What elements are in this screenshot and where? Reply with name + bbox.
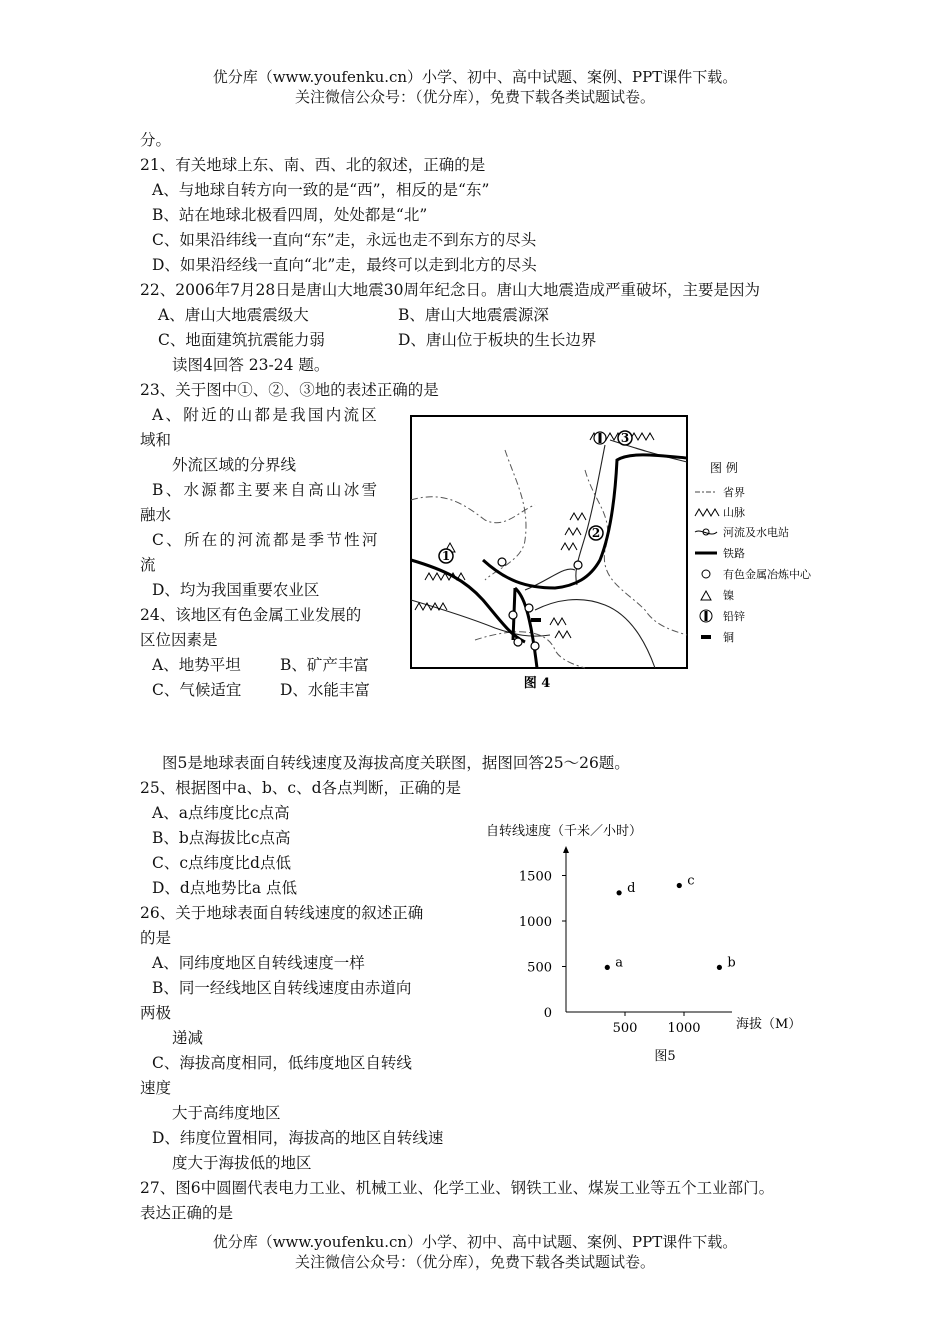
map-legend [695, 460, 812, 644]
y-tick-label: 1500 [518, 869, 552, 885]
legend-label-railway: 铁路 [723, 547, 745, 560]
point-label-b: b [727, 955, 736, 971]
smelting-center-marker [531, 642, 539, 650]
q25-option-b: B、b点海拔比c点高 [152, 829, 291, 847]
q24-option-c: C、气候适宜 [152, 681, 242, 699]
legend-label-lead-zinc: 铅锌 [723, 610, 745, 623]
legend-smelting-icon [702, 570, 710, 578]
figure-4-caption: 图 4 [523, 676, 551, 691]
chart-y-label: 自转线速度（千米／小时） [486, 824, 643, 839]
q23-option-a-cont2: 外流区域的分界线 [172, 456, 297, 474]
q26-option-b-cont2: 递减 [172, 1029, 204, 1047]
q26-option-a: A、同纬度地区自转线速度一样 [152, 954, 365, 972]
q25-option-c: C、c点纬度比d点低 [152, 854, 291, 872]
q26-option-c-cont: 速度 [140, 1079, 172, 1097]
location-marker-2-label: 2 [591, 526, 601, 540]
q22-stem: 22、2006年7月28日是唐山大地震30周年纪念日。唐山大地震造成严重破坏，主要是因为 [140, 281, 760, 299]
legend-hydropower-icon [695, 529, 717, 535]
header-line-1: 优分库（www.youfenku.cn）小学、初中、高中试题、案例、PPT课件下载。 [212, 68, 738, 86]
point-a [605, 965, 610, 970]
smelting-center-marker [498, 558, 506, 566]
q21-option-c: C、如果沿纬线一直向“东”走，永远也走不到东方的尽头 [152, 231, 537, 249]
smelting-center-marker [514, 638, 522, 646]
header-line-2: 关注微信公众号：（优分库），免费下载各类试题试卷。 [294, 88, 655, 106]
q26-option-c: C、海拔高度相同，低纬度地区自转线 [152, 1054, 412, 1072]
legend-label-river: 河流及水电站 [723, 526, 789, 539]
q23-stem: 23、关于图中①、②、③地的表述正确的是 [140, 381, 439, 399]
copper-icon [531, 618, 541, 622]
legend-label-nickel: 镍 [723, 589, 734, 602]
q25-option-d: D、d点地势比a 点低 [152, 879, 298, 897]
fig5-intro: 图5是地球表面自转线速度及海拔高度关联图，据图回答25～26题。 [162, 754, 630, 772]
q23-option-b-cont: 融水 [140, 506, 172, 524]
q21-option-a: A、与地球自转方向一致的是“西”，相反的是“东” [152, 181, 490, 199]
point-label-c: c [687, 873, 695, 889]
q24-stem: 24、该地区有色金属工业发展的 [140, 606, 362, 624]
chart-caption: 图5 [654, 1049, 676, 1064]
footer-line-1: 优分库（www.youfenku.cn）小学、初中、高中试题、案例、PPT课件下载。 [212, 1233, 738, 1251]
location-marker-3-label: 3 [620, 431, 630, 445]
figure-5-chart [480, 815, 810, 1075]
q24-option-b: B、矿产丰富 [280, 656, 369, 674]
lead-zinc-icon [594, 432, 606, 444]
y-tick-label: 0 [543, 1006, 552, 1021]
q23-option-d: D、均为我国重要农业区 [152, 581, 320, 599]
legend-label-mountain: 山脉 [723, 506, 745, 519]
legend-copper-icon [701, 635, 711, 639]
q23-option-c: C、所在的河流都是季节性河 [152, 531, 380, 549]
q26-option-d: D、纬度位置相同，海拔高的地区自转线速 [152, 1129, 444, 1147]
q27-stem-cont: 表达正确的是 [140, 1204, 234, 1222]
q26-option-b-cont: 两极 [140, 1004, 172, 1022]
q23-option-b: B、水源都主要来自高山冰雪 [152, 481, 380, 499]
q25-option-a: A、a点纬度比c点高 [152, 804, 290, 822]
y-tick-label: 500 [527, 960, 552, 976]
q21-option-d: D、如果沿经线一直向“北”走，最终可以走到北方的尽头 [152, 256, 537, 274]
smelting-center-marker [574, 561, 582, 569]
x-tick-label: 1000 [667, 1021, 701, 1036]
point-c [677, 883, 682, 888]
q26-stem-cont: 的是 [140, 929, 172, 947]
q23-option-c-cont: 流 [140, 556, 156, 574]
q21-option-b: B、站在地球北极看四周，处处都是“北” [152, 206, 428, 224]
q26-option-c-cont2: 大于高纬度地区 [172, 1104, 281, 1122]
q24-option-a: A、地势平坦 [152, 656, 241, 674]
q22-option-d: D、唐山位于板块的生长边界 [398, 331, 597, 349]
q26-option-d-cont: 度大于海拔低的地区 [172, 1154, 312, 1172]
q22-option-c: C、地面建筑抗震能力弱 [158, 331, 325, 349]
q23-option-a: A、附近的山都是我国内流区 [152, 406, 380, 424]
footer-line-2: 关注微信公众号：（优分库），免费下载各类试题试卷。 [294, 1253, 655, 1271]
prev-tail: 分。 [140, 131, 172, 149]
legend-label-province: 省界 [723, 486, 745, 499]
q21-stem: 21、有关地球上东、南、西、北的叙述，正确的是 [140, 156, 486, 174]
point-d [617, 890, 622, 895]
q26-stem: 26、关于地球表面自转线速度的叙述正确 [140, 904, 424, 922]
chart-y-axis-arrow [563, 846, 569, 853]
q26-option-b: B、同一经线地区自转线速度由赤道向 [152, 979, 412, 997]
legend-mountain-icon [695, 509, 719, 516]
location-marker-1-label: 1 [441, 549, 451, 563]
q27-stem: 27、图6中圆圈代表电力工业、机械工业、化学工业、钢铁工业、煤炭工业等五个工业部门。 [140, 1179, 775, 1197]
point-label-d: d [627, 880, 636, 896]
fig4-intro: 读图4回答 23-24 题。 [172, 356, 330, 374]
q25-stem: 25、根据图中a、b、c、d各点判断，正确的是 [140, 779, 461, 797]
y-tick-label: 1000 [518, 915, 552, 930]
chart-x-label: 海拔（M） [736, 1017, 802, 1032]
legend-label-smelting: 有色金属冶炼中心 [723, 568, 811, 581]
smelting-center-marker [525, 604, 533, 612]
figure-4-map [405, 410, 835, 700]
point-b [717, 965, 722, 970]
legend-label-copper: 铜 [723, 631, 734, 644]
legend-nickel-icon [701, 591, 711, 600]
q22-option-b: B、唐山大地震震源深 [398, 306, 549, 324]
q23-option-a-cont: 域和 [140, 431, 172, 449]
chart-marks [519, 870, 736, 1037]
q24-stem-cont: 区位因素是 [140, 631, 218, 649]
legend-title: 图 例 [710, 461, 738, 475]
x-tick-label: 500 [612, 1021, 638, 1036]
q22-option-a: A、唐山大地震震级大 [158, 306, 309, 324]
legend-lead-zinc-icon [700, 610, 712, 622]
smelting-center-marker [509, 611, 517, 619]
point-label-a: a [615, 955, 624, 971]
q24-option-d: D、水能丰富 [280, 681, 370, 699]
